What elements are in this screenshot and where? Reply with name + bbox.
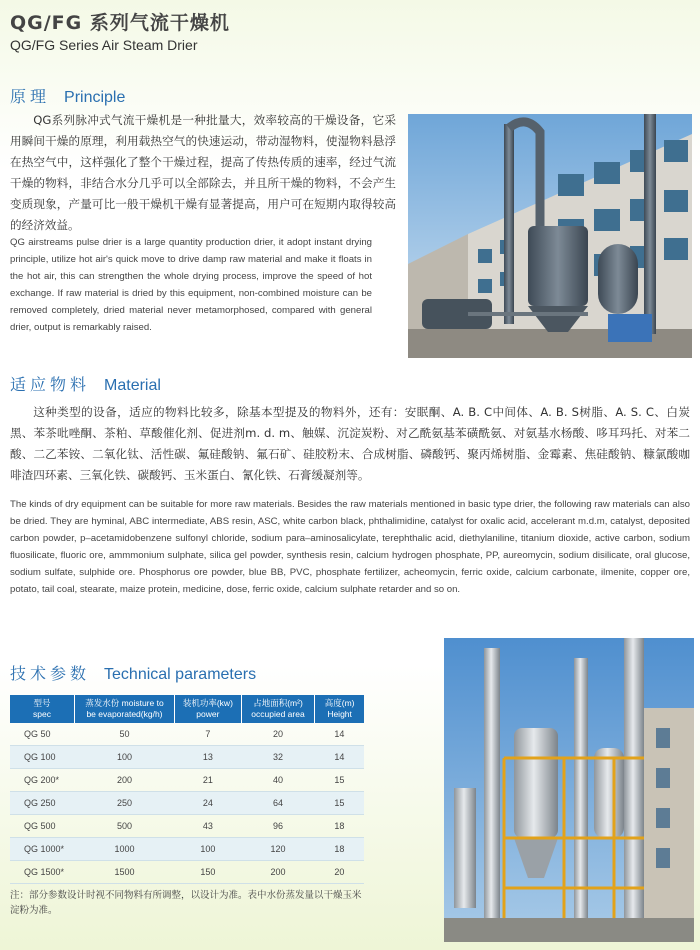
col-header-moisture: 蒸发水份 moisture to be evaporated(kg/h) [74,695,174,723]
col-header-height: 高度(m) Height [315,695,364,723]
col-header-spec: 型号 spec [10,695,74,723]
material-text-cn: 这种类型的设备，适应的物料比较多，除基本型提及的物料外，还有：安眠酮、A. B. C中间体、A. B. S树脂、A. S. C、白炭黑、苯茶吡唑酮、茶粕、草酸催化剂、促进剂m. d. m、触媒、沉淀炭粉、对乙酰氨基苯磺酰氨、对氨基水杨酸、哆耳玛托、对苯二酸、二乙苯铵、二氧化钛、活性碳、氟硅酸钠、氟石矿、硅胶粉末、合成树脂、磷酸钙、聚丙烯树脂、金霉素、焦硅酸钠、糠氯酸咖啡渣四环素、三氧化铁、碳酸钙、玉米蛋白、氰化铁、石膏缓凝剂等。 [10,405,690,482]
material-heading-cn: 适应物料 [10,377,91,394]
table-footnote: 注：部分参数设计时视不同物料有所调整，以设计为准。表中水份蒸发量以干燥玉米淀粉为准。 [10,890,362,916]
col-header-area: 占地面积(m²) occupied area [241,695,314,723]
parameters-table [10,695,364,884]
table-row: QG 1500* 1500 150 200 20 [10,861,364,884]
table-row: QG 500 500 43 96 18 [10,815,364,838]
technical-heading [10,661,256,684]
principle-text-cn: QG系列脉冲式气流干燥机是一种批量大，效率较高的干燥设备，它采用瞬间干燥的原理，利用载热空气的快速运动，带动湿物料，使湿物料悬浮在热空气中，这样强化了整个干燥过程，提高了传热传质的速率，经过气流干燥的物料，非结合水分几乎可以全部除去，并且所干燥的物料，不会产生变质现象，产量可比一般干燥机干燥有显著提高，用户可在短期内取得较高的经济效益。 [10,113,396,232]
table-row: QG 100 100 13 32 14 [10,746,364,769]
principle-heading-cn: 原理 [10,89,51,106]
technical-heading-cn: 技术参数 [10,666,91,683]
table-row: QG 50 50 7 20 14 [10,723,364,746]
page-title-en: QG/FG Series Air Steam Drier [10,37,198,53]
principle-heading [10,84,125,107]
factory-exterior-photo [408,114,692,358]
material-heading-en: Material [104,377,161,394]
page-header [10,8,230,53]
table-row: QG 200* 200 21 40 15 [10,769,364,792]
page-title-cn: QG/FG 系列气流干燥机 [10,12,230,34]
table-header-row [10,695,364,723]
drier-equipment-photo [444,638,694,942]
material-heading [10,372,161,395]
table-row: QG 250 250 24 64 15 [10,792,364,815]
material-text-en: The kinds of dry equipment can be suitable for more raw materials. Besides the raw materials mentioned in basic type drier, the following raw materials can also be dried. They are hyminal, ABC intermediate, ABS resin, ASC, white carbon black, phthalimidine, catalyst for oxalic acid, accelerant m.d.m, catalyst, deposited carbon powder, p–acetamidobenzene sulfonyl chloride, sodium para–aminosalicylate, terephthalic acid, diethylaniline, titanium dioxide, active carbon, sodium fluosilicate, fluoric ore, ammmonium sulphate, silica gel powder, synthesis resin, calcium hydrogen phosphate, PP, aureomycin, sodium disilicate, oral glucose, sodium sulfate, sulphide ore. Phosphorus ore powder, blue BB, PVC, phosphate fertilizer, acheomycin, ferric oxide, calcium carbonate, ilmenite, copper ore, potato, tail coal, stearate, maize protein, medicine, dose, ferric oxide, calcium sulphate retarder and so on. [10,499,690,595]
technical-heading-en: Technical parameters [104,666,257,683]
principle-text-en: QG airstreams pulse drier is a large quantity production drier, it adopt instant drying principle, utilize hot air's quick move to drive damp raw material and make it floats in the hot air, this can strengthen the whole drying process, improve the speed of hot exchange. If raw material is dried by this equipment, non-combined moisture can be removed completely, dried material never metamorphosed, compared with general drier, output is remarkably raised. [10,237,372,333]
table-row: QG 1000* 1000 100 120 18 [10,838,364,861]
col-header-power: 装机功率(kw) power [175,695,242,723]
principle-heading-en: Principle [64,89,126,106]
